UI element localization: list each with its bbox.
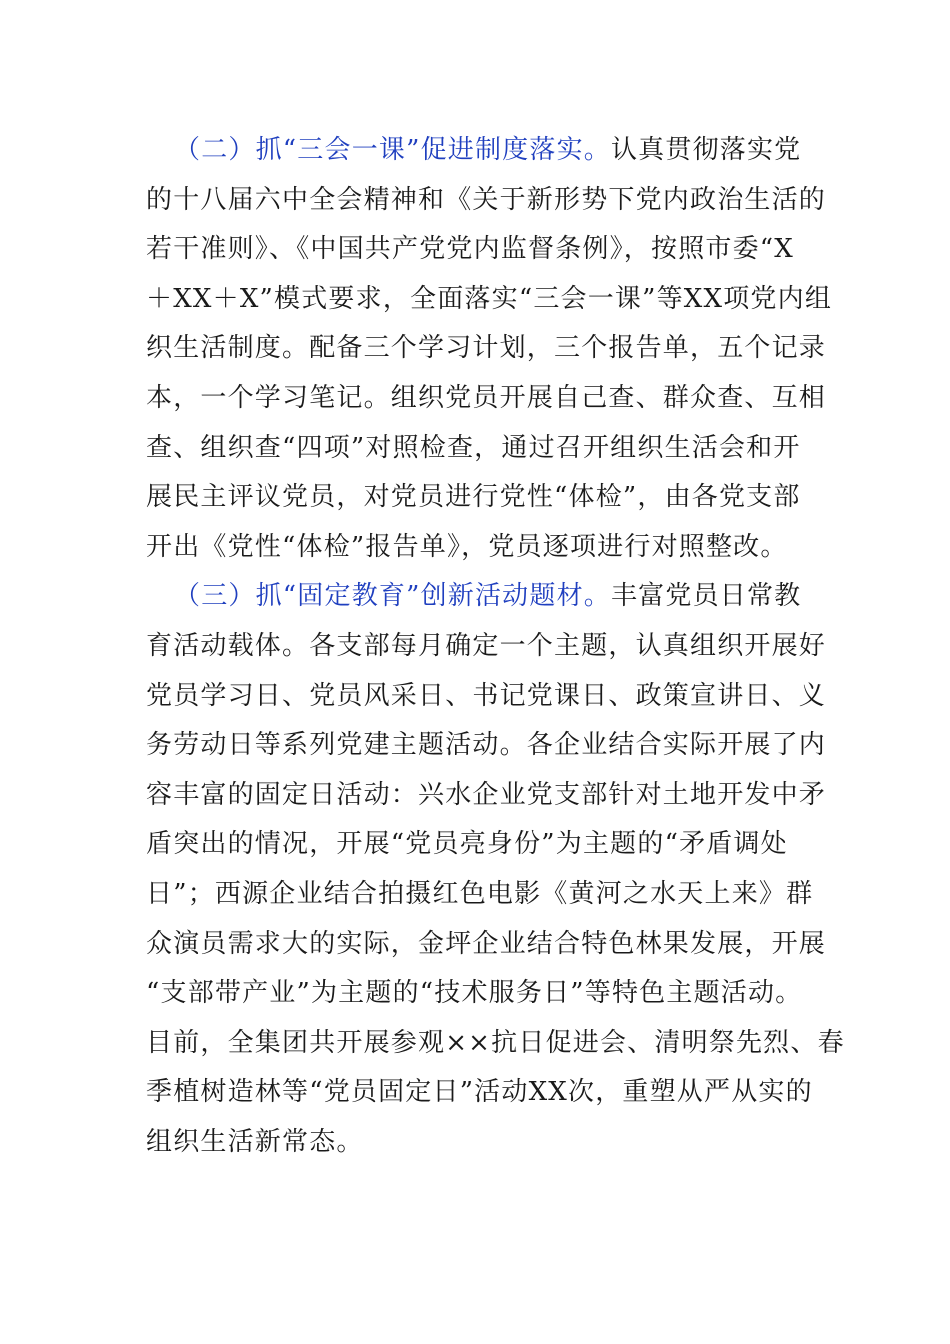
paragraph-3-line-2: 育活动载体。各支部每月确定一个主题，认真组织开展好 xyxy=(146,630,827,661)
section-3-heading: （三）抓“固定教育”创新活动题材。 xyxy=(174,581,611,612)
paragraph-3-line-10: 目前，全集团共开展参观××抗日促进会、清明祭先烈、春 xyxy=(146,1027,845,1058)
paragraph-3-line-6: 盾突出的情况，开展“党员亮身份”为主题的“矛盾调处 xyxy=(146,829,788,860)
paragraph-2-line-7: 查、组织查“四项”对照检查，通过召开组织生活会和开 xyxy=(146,432,801,463)
paragraph-3-line-12: 组织生活新常态。 xyxy=(146,1126,364,1157)
paragraph-2-line-8: 展民主评议党员，对党员进行党性“体检”，由各党支部 xyxy=(146,482,801,513)
section-3-text: 丰富党员日常教 xyxy=(610,581,802,612)
paragraph-2-line-1 xyxy=(146,126,806,176)
section-2-text: 认真贯彻落实党 xyxy=(610,135,802,165)
paragraph-2-line-9: 开出《党性“体检”报告单》，党员逐项进行对照整改。 xyxy=(146,531,788,562)
paragraph-3-line-3: 党员学习日、党员风采日、书记党课日、政策宣讲日、义 xyxy=(146,680,827,711)
paragraph-2-line-5: 织生活制度。配备三个学习计划，三个报告单，五个记录 xyxy=(146,333,827,364)
paragraph-3-line-1 xyxy=(146,572,806,622)
paragraph-2-line-3: 若干准则》、《中国共产党党内监督条例》，按照市委“X xyxy=(146,234,795,265)
document-body xyxy=(146,126,845,1167)
paragraph-3-line-7: 日”；西源企业结合拍摄红色电影《黄河之水天上来》群 xyxy=(146,878,814,909)
paragraph-3-line-4: 务劳动日等系列党建主题活动。各企业结合实际开展了内 xyxy=(146,730,827,761)
section-2-heading: （二）抓“三会一课”促进制度落实。 xyxy=(174,135,611,165)
paragraph-3-line-11: 季植树造林等“党员固定日”活动XX次，重塑从严从实的 xyxy=(146,1077,813,1108)
paragraph-2-line-6: 本，一个学习笔记。组织党员开展自己查、群众查、互相 xyxy=(146,382,827,413)
paragraph-3-line-8: 众演员需求大的实际，金坪企业结合特色林果发展，开展 xyxy=(146,928,827,959)
paragraph-3-line-5: 容丰富的固定日活动：兴水企业党支部针对土地开发中矛 xyxy=(146,779,827,810)
paragraph-2-line-2: 的十八届六中全会精神和《关于新形势下党内政治生活的 xyxy=(146,184,827,215)
paragraph-2-line-4: ＋XX＋X”模式要求，全面落实“三会一课”等XX项党内组 xyxy=(146,283,833,314)
paragraph-3-line-9: “支部带产业”为主题的“技术服务日”等特色主题活动。 xyxy=(146,978,803,1009)
